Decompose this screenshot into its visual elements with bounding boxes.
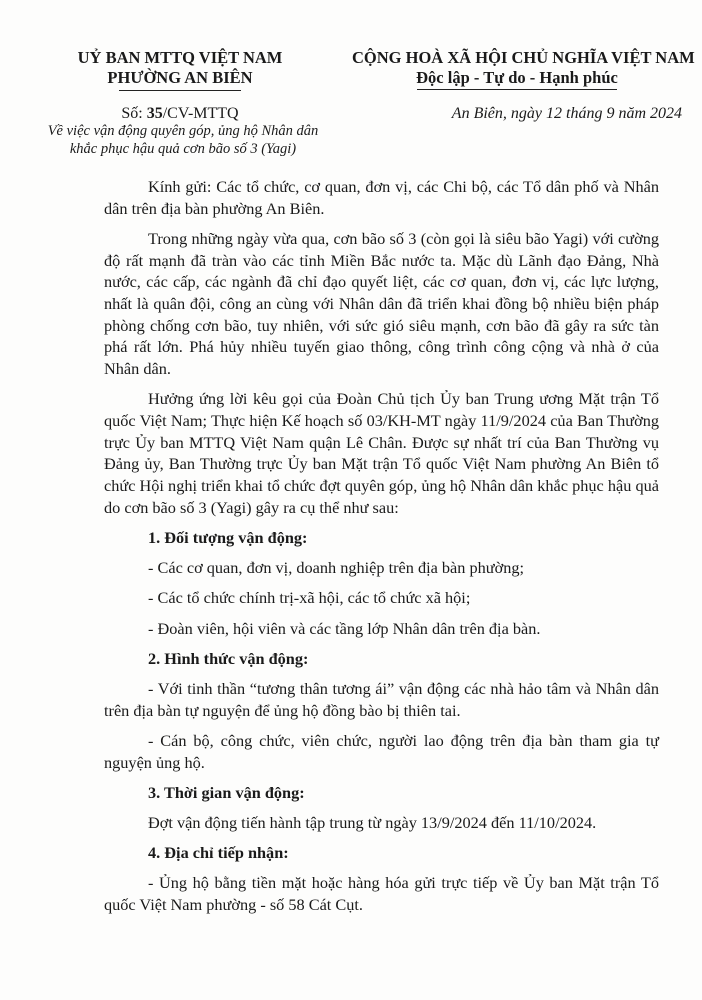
paragraph-1: Trong những ngày vừa qua, cơn bão số 3 (còn gọi là siêu bão Yagi) với cường độ rất mạnh đã tràn vào các tỉnh Miền Bắc nước ta. Mặc dù Lãnh đạo Đảng, Nhà nước, các cấp, các ngành đã chỉ đạo quyết liệt, các cơ quan, đơn vị, các lực lượng, nhất là quân đội, công an cùng với Nhân dân đã triển khai đồng bộ nhiều biện pháp phòng chống cơn bão, tuy nhiên, với sức gió siêu mạnh, cơn bão đã gây ra sức tàn phá rất lớn. Phá hủy nhiều tuyến giao thông, công trình công cộng và nhà ở của Nhân dân. <box>104 228 659 379</box>
doc-number-suffix: /CV-MTTQ <box>162 105 239 122</box>
org-name-line2: PHƯỜNG AN BIÊN <box>107 68 253 87</box>
document-number <box>60 104 300 124</box>
subject-line2: khắc phục hậu quả cơn bão số 3 (Yagi) <box>69 141 297 157</box>
national-motto: Độc lập - Tự do - Hạnh phúc <box>416 68 618 87</box>
doc-number-value: 35 <box>146 105 163 122</box>
list-item: - Các tổ chức chính trị-xã hội, các tổ chức xã hội; <box>148 588 471 608</box>
doc-number-prefix: Số: <box>121 105 147 122</box>
list-item: - Đoàn viên, hội viên và các tầng lớp Nhân dân trên địa bàn. <box>148 618 541 638</box>
list-item: - Ủng hộ bằng tiền mặt hoặc hàng hóa gửi trực tiếp về Ủy ban Mặt trận Tổ quốc Việt Nam phường - số 58 Cát Cụt. <box>104 873 659 915</box>
list-item: - Các cơ quan, đơn vị, doanh nghiệp trên địa bàn phường; <box>148 558 525 578</box>
section-heading: 1. Đối tượng vận động: <box>148 528 308 548</box>
org-underline <box>119 90 241 91</box>
paragraph-2: Hưởng ứng lời kêu gọi của Đoàn Chủ tịch Ủy ban Trung ương Mặt trận Tổ quốc Việt Nam; Thực hiện Kế hoạch số 03/KH-MT ngày 11/9/2024 của Ban Thường trực Ủy ban MTTQ Việt Nam quận Lê Chân. Được sự nhất trí của Ban Thường vụ Đảng ủy, Ban Thường trực Ủy ban Mặt trận Tổ quốc Việt Nam phường An Biên tổ chức Hội nghị triển khai tổ chức đợt quyên góp, ủng hộ Nhân dân khắc phục hậu quả do cơn bão số 3 (Yagi) gây ra cụ thể như sau: <box>104 389 659 517</box>
list-item: Đợt vận động tiến hành tập trung từ ngày 13/9/2024 đến 11/10/2024. <box>148 813 597 833</box>
list-item: - Với tinh thần “tương thân tương ái” vận động các nhà hảo tâm và Nhân dân trên địa bàn tự nguyện để ủng hộ đồng bào bị thiên tai. <box>104 679 659 720</box>
motto-underline <box>417 89 617 90</box>
list-item: - Cán bộ, công chức, viên chức, người lao động trên địa bàn tham gia tự nguyện ủng hộ. <box>104 730 659 772</box>
document-subject <box>40 122 326 158</box>
org-name-line1: UỶ BAN MTTQ VIỆT NAM <box>77 48 283 67</box>
recipients: Kính gửi: Các tổ chức, cơ quan, đơn vị, các Chi bộ, các Tổ dân phố và Nhân dân trên địa bàn phường An Biên. <box>104 177 659 218</box>
national-header <box>352 48 695 90</box>
date-line: An Biên, ngày 12 tháng 9 năm 2024 <box>451 105 682 122</box>
section-heading: 2. Hình thức vận động: <box>148 648 309 668</box>
section-heading: 3. Thời gian vận động: <box>148 782 305 802</box>
document-body <box>104 176 659 924</box>
section-heading: 4. Địa chỉ tiếp nhận: <box>148 843 289 863</box>
nation-title: CỘNG HOÀ XÃ HỘI CHỦ NGHĨA VIỆT NAM <box>352 48 695 67</box>
subject-line1: Về việc vận động quyên góp, ủng hộ Nhân dân <box>47 123 319 139</box>
issuing-organization <box>60 48 300 91</box>
